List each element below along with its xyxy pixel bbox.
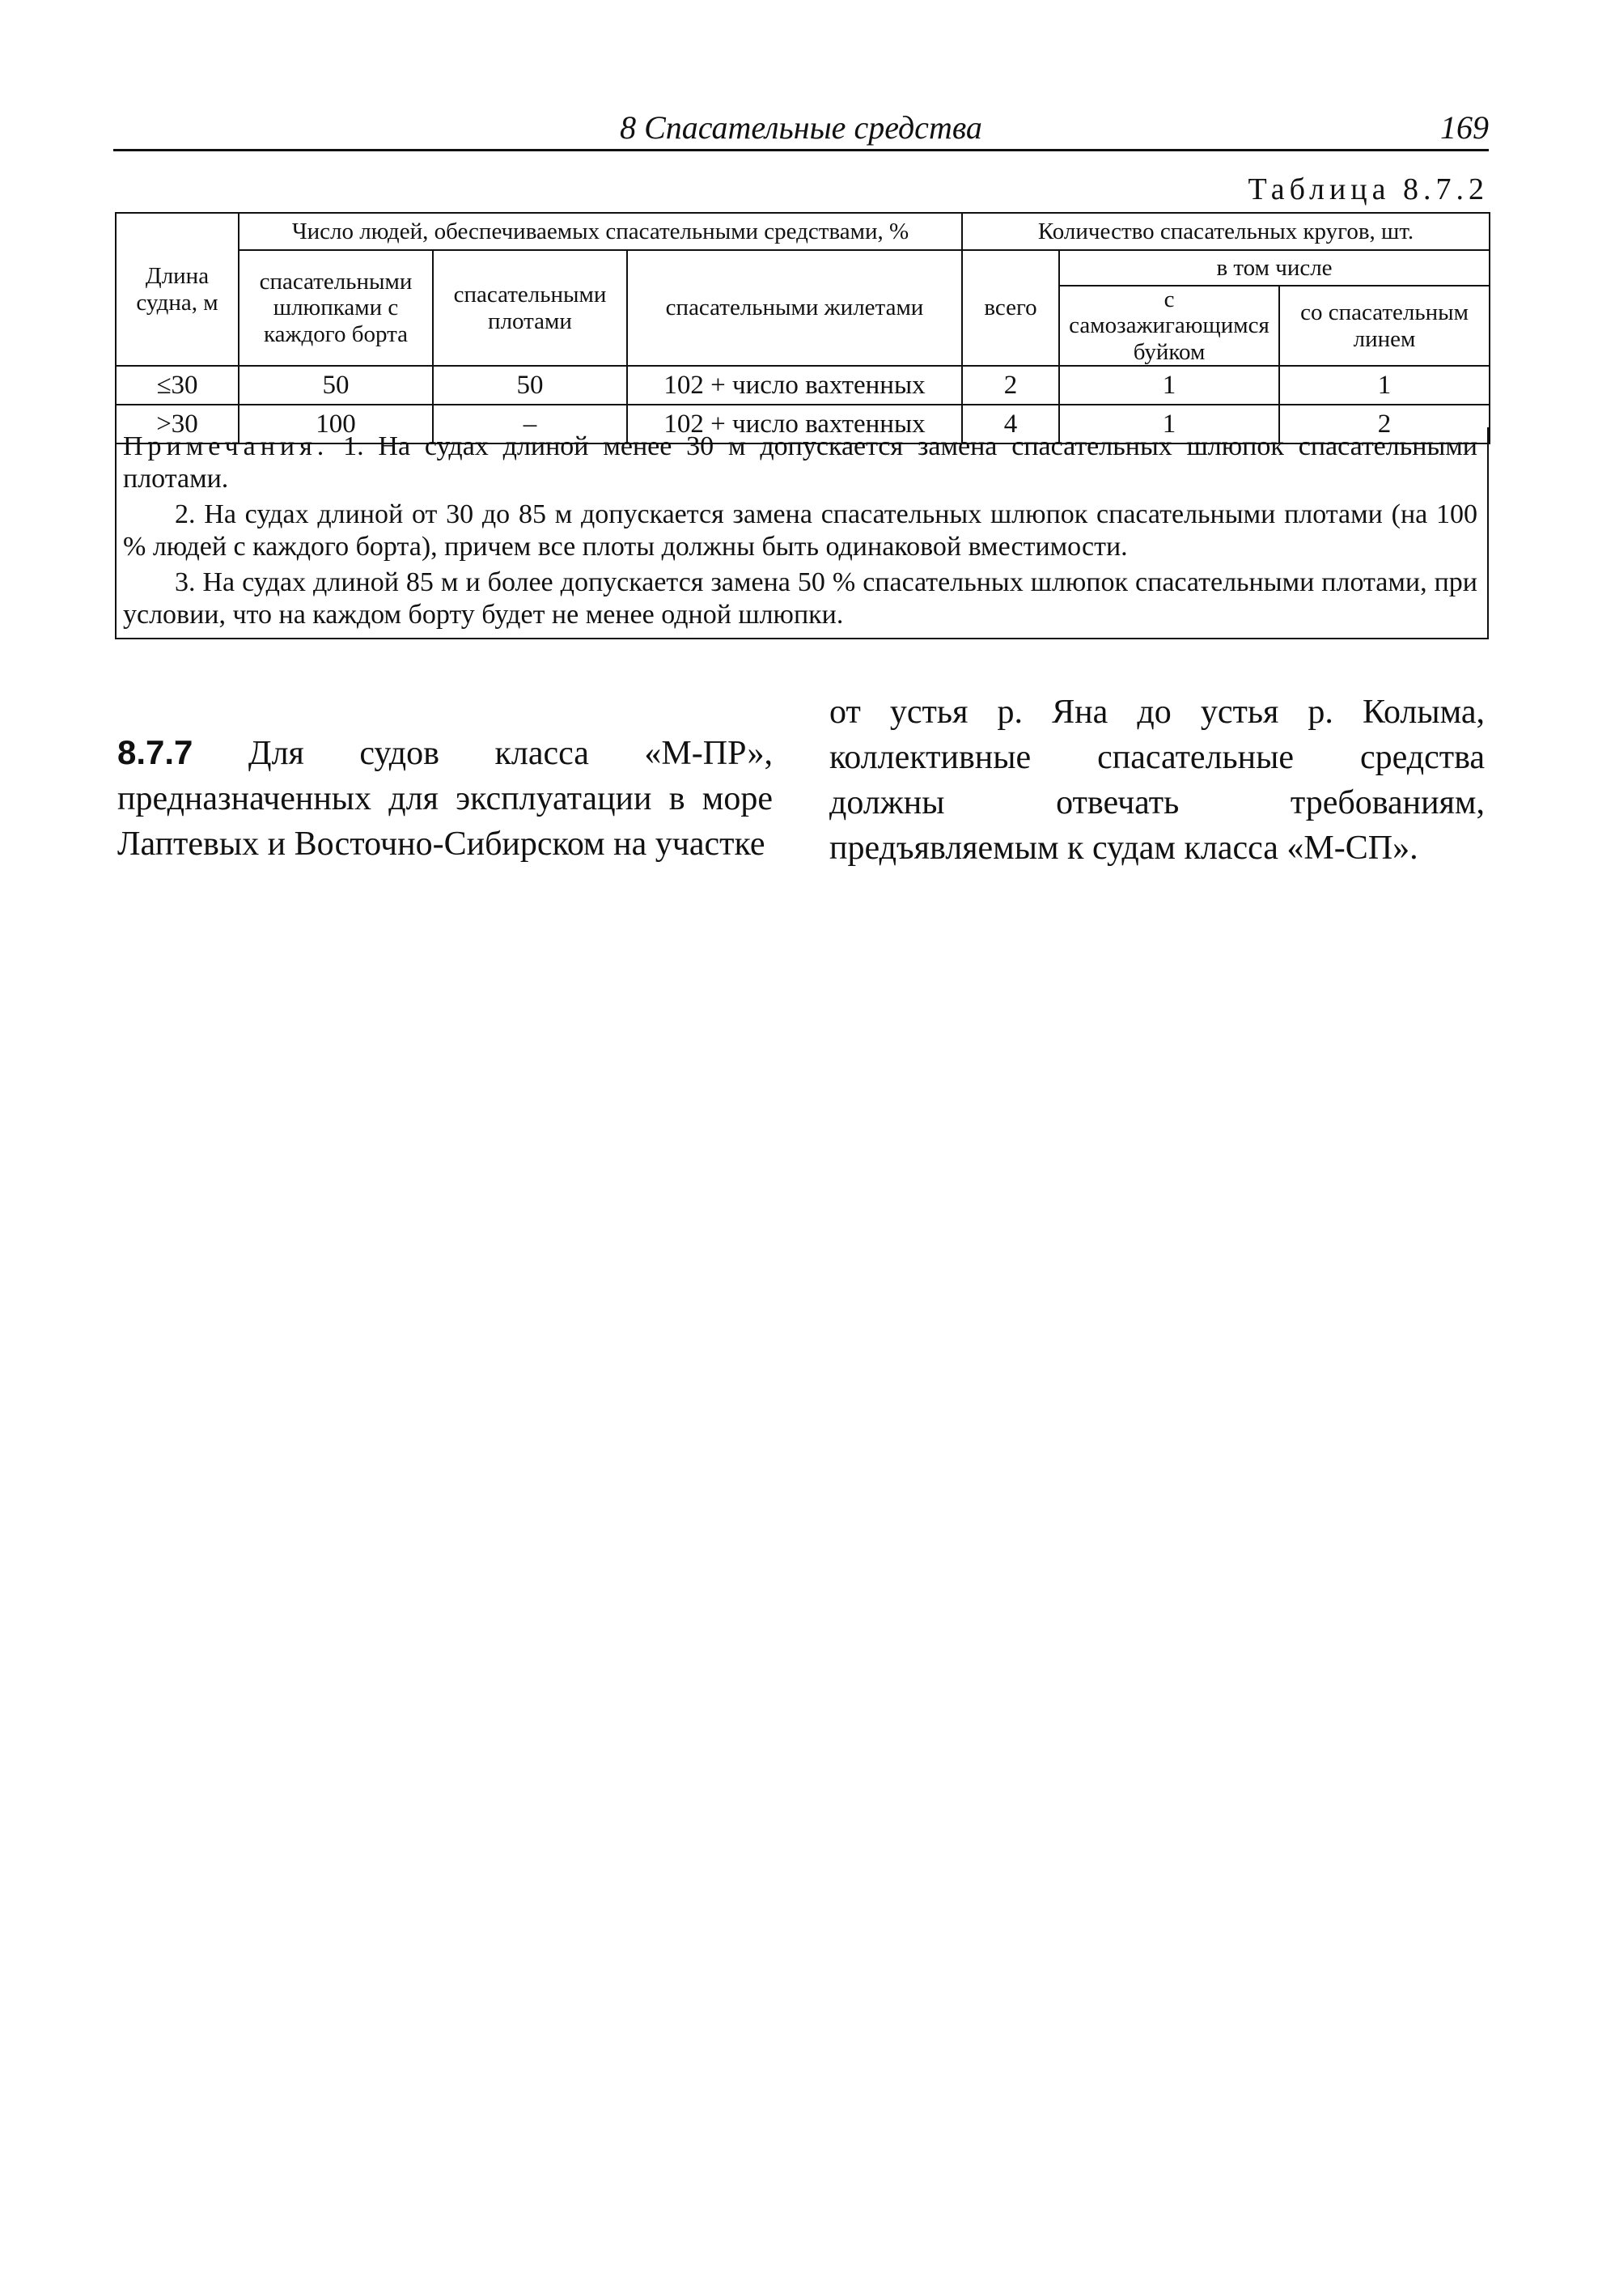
body-column-right <box>829 690 1485 871</box>
running-title: 8 Спасательные средства <box>620 109 982 146</box>
clause-text-left: Для судов класса «М-ПР», предназначенных для эксплуатации в море Лаптевых и Восточно-Сибирском на участке <box>117 735 773 863</box>
cell-boats: 100 <box>239 405 433 443</box>
header-people-group: Число людей, обеспечиваемых спасательными средствами, % <box>239 213 962 250</box>
header-length: Длина судна, м <box>116 213 239 366</box>
cell-buoy: 1 <box>1059 366 1279 405</box>
cell-rafts: 50 <box>433 366 627 405</box>
cell-length: ≤30 <box>116 366 239 405</box>
note-1 <box>123 431 1477 495</box>
header-line: со спасательным линем <box>1279 286 1490 366</box>
cell-boats: 50 <box>239 366 433 405</box>
clause-text-right: от устья р. Яна до устья р. Колыма, коллективные спасательные средства должны отвечать требованиям, предъявляемым к судам класса «М-СП». <box>829 694 1485 867</box>
cell-vests: 102 + число вахтенных <box>627 405 962 443</box>
header-vests: спасательными жилетами <box>627 250 962 366</box>
header-total: всего <box>962 250 1059 366</box>
cell-total: 2 <box>962 366 1059 405</box>
cell-length: >30 <box>116 405 239 443</box>
header-buoy: с самозажигающимся буйком <box>1059 286 1279 366</box>
header-boats: спасательными шлюпками с каждого борта <box>239 250 433 366</box>
cell-buoy: 1 <box>1059 405 1279 443</box>
cell-line: 1 <box>1279 366 1490 405</box>
header-rings-group: Количество спасательных кругов, шт. <box>962 213 1490 250</box>
notes-label: Примечания. <box>123 431 329 461</box>
page-number: 169 <box>1440 109 1489 146</box>
note-2: 2. На судах длиной от 30 до 85 м допускается замена спасательных шлюпок спасательными плотами (на 100 % людей с каждого борта), причем все плоты должны быть одинаковой вместимости. <box>123 499 1477 562</box>
cell-vests: 102 + число вахтенных <box>627 366 962 405</box>
note-3: 3. На судах длиной 85 м и более допускается замена 50 % спасательных шлюпок спасательными плотами, при условии, что на каждом борту будет не менее одной шлюпки. <box>123 567 1477 630</box>
table-label: Таблица 8.7.2 <box>1248 172 1489 206</box>
table-row <box>116 366 1490 405</box>
cell-total: 4 <box>962 405 1059 443</box>
page-header <box>113 104 1489 151</box>
lifesaving-table <box>115 212 1490 444</box>
cell-rafts: – <box>433 405 627 443</box>
clause-number: 8.7.7 <box>117 733 193 771</box>
table-notes <box>115 427 1489 639</box>
header-subgroup: в том числе <box>1059 250 1490 286</box>
header-rafts: спасательными плотами <box>433 250 627 366</box>
body-column-left <box>117 730 773 867</box>
cell-line: 2 <box>1279 405 1490 443</box>
note-1-text: 1. На судах длиной менее 30 м допускается замена спасательных шлюпок спасательными плотами. <box>123 431 1478 494</box>
